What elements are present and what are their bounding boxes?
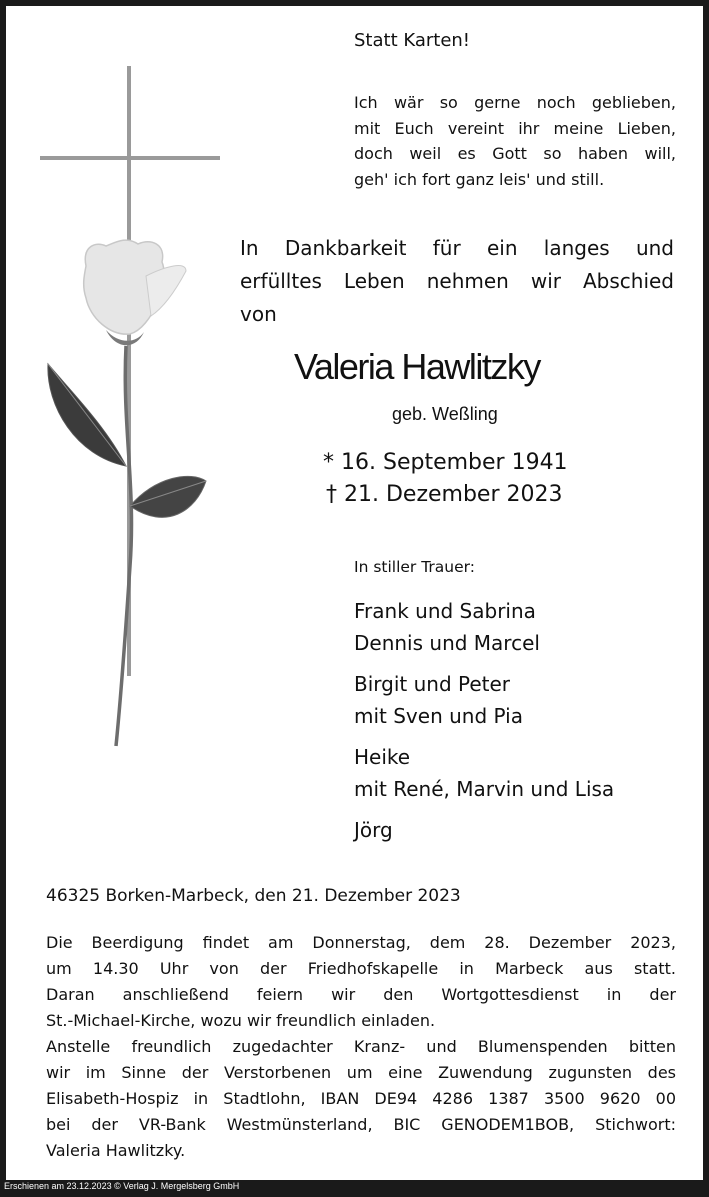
statt-karten-heading: Statt Karten! (354, 30, 471, 51)
notice-line: Daran anschließend feiern wir den Wortgottesdienst in der (46, 985, 676, 1004)
notice-line: Anstelle freundlich zugedachter Kranz- und Blumenspenden bitten (46, 1037, 676, 1056)
intro-line: In Dankbarkeit für ein langes und (240, 236, 674, 260)
mourner-line: Birgit und Peter (354, 672, 511, 696)
birth-date: * 16. September 1941 (323, 450, 568, 475)
mourner-group (354, 815, 614, 847)
notice-line: Elisabeth-Hospiz in Stadtlohn, IBAN DE94 4286 1387 3500 9620 00 (46, 1089, 676, 1108)
poem-line: mit Euch vereint ihr meine Lieben, (354, 118, 676, 138)
mourner-group (354, 742, 614, 805)
publication-footer: Erschienen am 23.12.2023 © Verlag J. Mergelsberg GmbH (4, 1181, 240, 1191)
mourners-label: In stiller Trauer: (354, 558, 475, 576)
deceased-name: Valeria Hawlitzky (294, 346, 540, 387)
maiden-name: geb. Weßling (392, 404, 498, 424)
notice-line: wir im Sinne der Verstorbenen um eine Zuwendung zugunsten des (46, 1063, 676, 1082)
notice-line: Die Beerdigung findet am Donnerstag, dem 28. Dezember 2023, (46, 933, 676, 952)
intro-line: erfülltes Leben nehmen wir Abschied (240, 269, 674, 293)
intro-line: von (240, 302, 277, 326)
death-date: † 21. Dezember 2023 (326, 482, 563, 507)
mourner-line: Frank und Sabrina (354, 599, 536, 623)
mourner-line: Jörg (354, 818, 393, 842)
mourner-line: Dennis und Marcel (354, 630, 540, 655)
cross-and-rose-illustration (26, 66, 236, 766)
obituary-card (6, 6, 703, 1180)
poem-line: doch weil es Gott so haben will, (354, 144, 676, 163)
mourner-group (354, 669, 614, 732)
notice-line: Valeria Hawlitzky. (46, 1141, 186, 1160)
mourners-list (354, 596, 614, 857)
intro-text (240, 232, 674, 331)
notice-line: um 14.30 Uhr von der Friedhofskapelle in Marbeck aus statt. (46, 959, 676, 978)
mourner-line: Heike (354, 745, 411, 769)
poem-line: geh' ich fort ganz leis' und still. (354, 169, 605, 189)
mourner-group (354, 596, 614, 659)
notice-line: bei der VR-Bank Westmünsterland, BIC GENODEM1BOB, Stichwort: (46, 1115, 676, 1134)
poem (354, 90, 676, 192)
poem-line: Ich wär so gerne noch geblieben, (354, 93, 676, 112)
funeral-notice (46, 930, 676, 1164)
notice-line: St.-Michael-Kirche, wozu wir freundlich einladen. (46, 1011, 436, 1030)
place-and-date: 46325 Borken-Marbeck, den 21. Dezember 2023 (46, 886, 461, 906)
mourner-line: mit René, Marvin und Lisa (354, 776, 615, 801)
rose-icon (48, 240, 206, 746)
mourner-line: mit Sven und Pia (354, 703, 523, 728)
